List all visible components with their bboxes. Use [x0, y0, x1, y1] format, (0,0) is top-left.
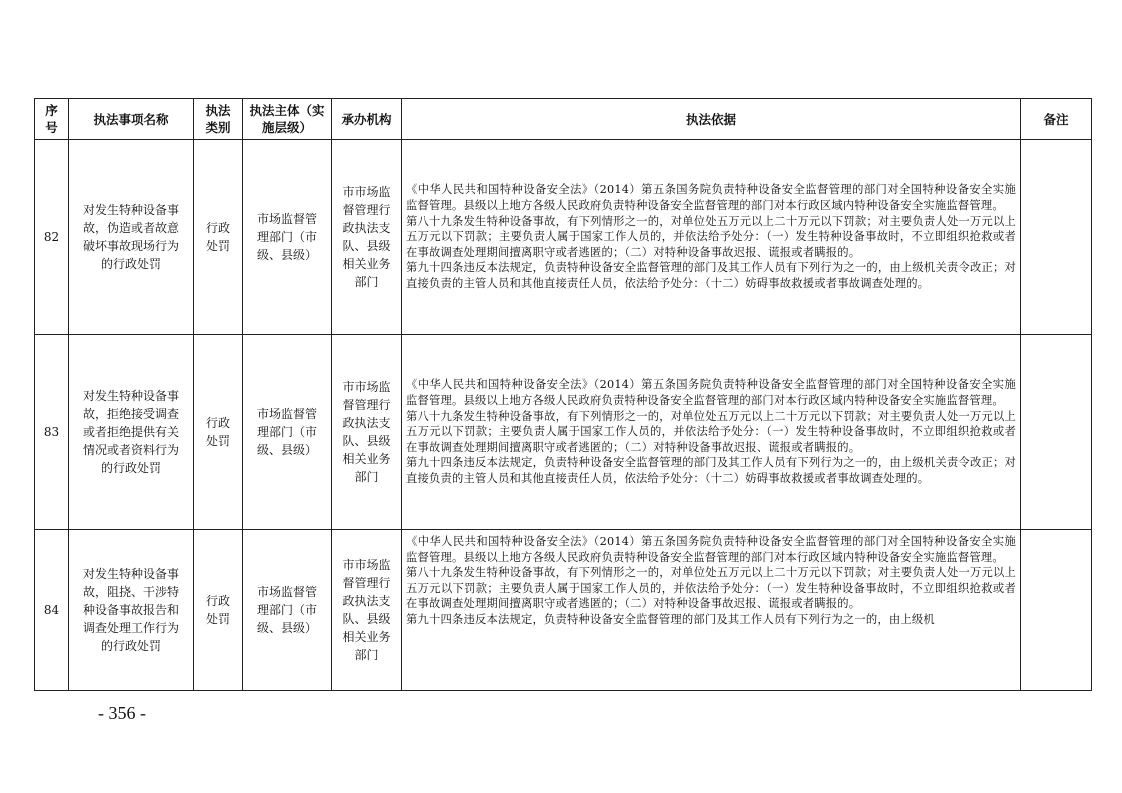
basis-paragraph: 《中华人民共和国特种设备安全法》（2014）第五条国务院负责特种设备安全监督管理的部门对全国特种设备安全实施监督管理。县级以上地方各级人民政府负责特种设备安全监督管理的部门对本行政区域内特种设备安全实施监督管理。 — [406, 535, 1016, 564]
header-remark: 备注 — [1021, 99, 1092, 140]
header-org: 承办机构 — [332, 99, 402, 140]
basis-paragraph: 第九十四条违反本法规定，负责特种设备安全监督管理的部门及其工作人员有下列行为之一的，由上级机 — [406, 612, 935, 626]
row-category: 行政处罚 — [194, 335, 243, 530]
header-name: 执法事项名称 — [69, 99, 194, 140]
basis-clip — [406, 534, 1016, 686]
law-enforcement-table — [34, 98, 1092, 691]
row-subject: 市场监督管理部门（市级、县级） — [243, 335, 332, 530]
row-org: 市市场监督管理行政执法支队、县级相关业务部门 — [332, 335, 402, 530]
row-seq: 82 — [35, 140, 69, 335]
table-row — [35, 140, 1092, 335]
row-name: 对发生特种设备事故，拒绝接受调查或者拒绝提供有关情况或者资料行为的行政处罚 — [69, 335, 194, 530]
row-subject: 市场监督管理部门（市级、县级） — [243, 530, 332, 691]
table-header-row — [35, 99, 1092, 140]
basis-paragraph: 《中华人民共和国特种设备安全法》（2014）第五条国务院负责特种设备安全监督管理的部门对全国特种设备安全实施监督管理。县级以上地方各级人民政府负责特种设备安全监督管理的部门对本行政区域内特种设备安全实施监督管理。 — [406, 378, 1016, 408]
row-basis — [402, 140, 1021, 335]
basis-paragraph: 第八十九条发生特种设备事故，有下列情形之一的，对单位处五万元以上二十万元以下罚款；对主要负责人处一万元以上五万元以下罚款；主要负责人属于国家工作人员的，并依法给予处分：（一）发生特种设备事故时，不立即组织抢救或者在事故调查处理期间擅离职守或者逃匿的；（二）对特种设备事故迟报、谎报或者瞒报的。 — [406, 409, 1016, 454]
header-basis: 执法依据 — [402, 99, 1021, 140]
header-category: 执法类别 — [194, 99, 243, 140]
row-name: 对发生特种设备事故，伪造或者故意破坏事故现场行为的行政处罚 — [69, 140, 194, 335]
basis-paragraph: 第九十四条违反本法规定，负责特种设备安全监督管理的部门及其工作人员有下列行为之一的，由上级机关责令改正；对直接负责的主管人员和其他直接责任人员，依法给予处分：（十二）妨碍事故救援或者事故调查处理的。 — [406, 456, 1016, 485]
row-remark — [1021, 140, 1092, 335]
row-basis — [402, 530, 1021, 691]
row-seq: 84 — [35, 530, 69, 691]
row-subject: 市场监督管理部门（市级、县级） — [243, 140, 332, 335]
basis-paragraph: 第八十九条发生特种设备事故，有下列情形之一的，对单位处五万元以上二十万元以下罚款；对主要负责人处一万元以上五万元以下罚款；主要负责人属于国家工作人员的，并依法给予处分：（一）发生特种设备事故时，不立即组织抢救或者在事故调查处理期间擅离职守或者逃匿的；（二）对特种设备事故迟报、谎报或者瞒报的。 — [406, 214, 1016, 259]
row-category: 行政处罚 — [194, 140, 243, 335]
header-seq: 序号 — [35, 99, 69, 140]
row-remark — [1021, 530, 1092, 691]
row-basis — [402, 335, 1021, 530]
basis-paragraph: 第九十四条违反本法规定，负责特种设备安全监督管理的部门及其工作人员有下列行为之一的，由上级机关责令改正；对直接负责的主管人员和其他直接责任人员，依法给予处分：（十二）妨碍事故救援或者事故调查处理的。 — [406, 261, 1016, 290]
row-org: 市市场监督管理行政执法支队、县级相关业务部门 — [332, 140, 402, 335]
row-remark — [1021, 335, 1092, 530]
basis-paragraph: 《中华人民共和国特种设备安全法》（2014）第五条国务院负责特种设备安全监督管理的部门对全国特种设备安全实施监督管理。县级以上地方各级人民政府负责特种设备安全监督管理的部门对本行政区域内特种设备安全实施监督管理。 — [406, 183, 1016, 213]
row-org: 市市场监督管理行政执法支队、县级相关业务部门 — [332, 530, 402, 691]
row-name: 对发生特种设备事故，阻挠、干涉特种设备事故报告和调查处理工作行为的行政处罚 — [69, 530, 194, 691]
page-number: - 356 - — [98, 703, 146, 723]
header-subject: 执法主体（实施层级） — [243, 99, 332, 140]
row-seq: 83 — [35, 335, 69, 530]
table-row — [35, 530, 1092, 691]
row-category: 行政处罚 — [194, 530, 243, 691]
table-row — [35, 335, 1092, 530]
basis-paragraph: 第八十九条发生特种设备事故，有下列情形之一的，对单位处五万元以上二十万元以下罚款；对主要负责人处一万元以上五万元以下罚款；主要负责人属于国家工作人员的，并依法给予处分：（一）发生特种设备事故时，不立即组织抢救或者在事故调查处理期间擅离职守或者逃匿的；（二）对特种设备事故迟报、谎报或者瞒报的。 — [406, 566, 1016, 611]
